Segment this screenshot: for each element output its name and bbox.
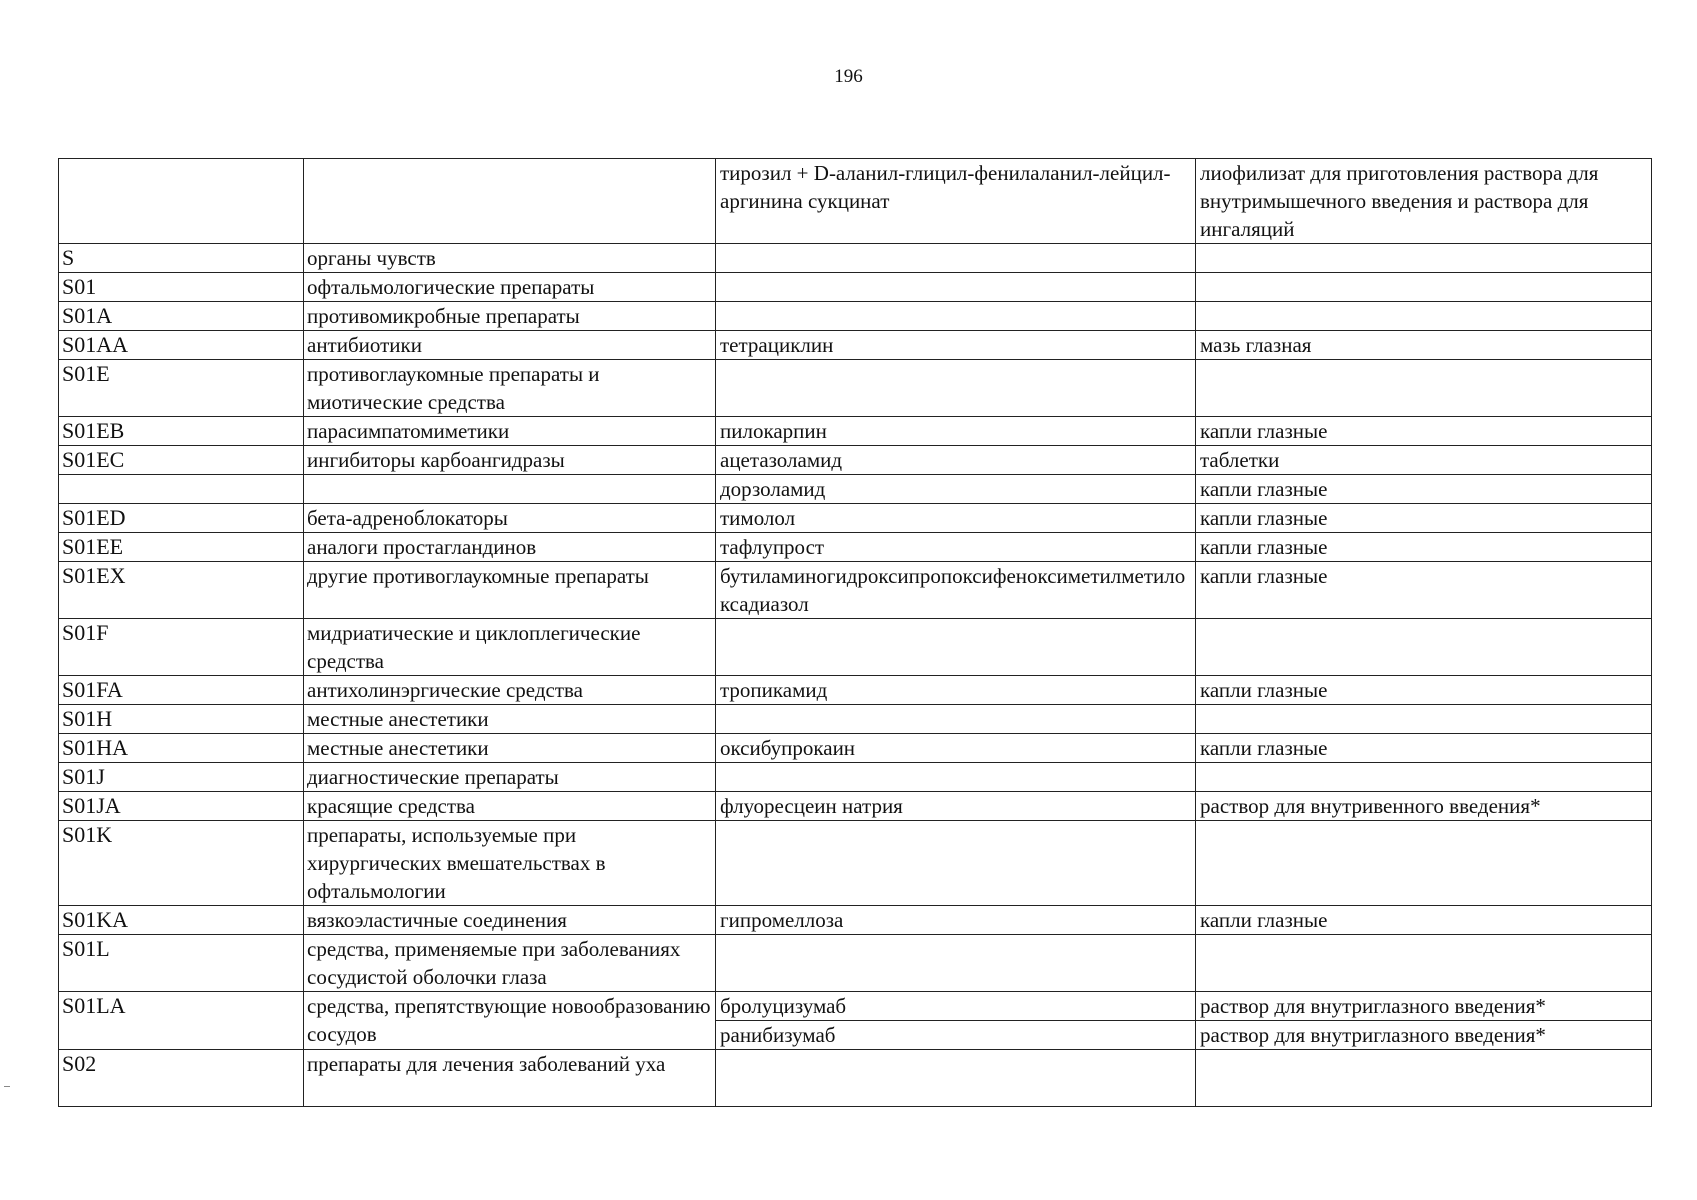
group-name-cell: мидриатические и циклоплегические средства [304, 619, 716, 676]
atc-code-cell: S01ED [59, 504, 304, 533]
table-row [59, 705, 1652, 734]
drug-name-cell: ацетазоламид [716, 446, 1196, 475]
drug-name-cell [716, 705, 1196, 734]
table-row [59, 360, 1652, 417]
drug-name-cell: флуоресцеин натрия [716, 792, 1196, 821]
group-name-cell: противомикробные препараты [304, 302, 716, 331]
group-name-cell: другие противоглаукомные препараты [304, 562, 716, 619]
atc-code-cell: S02 [59, 1050, 304, 1107]
table-row [59, 992, 1652, 1021]
group-name-cell: средства, препятствующие новообразованию сосудов [304, 992, 716, 1050]
drug-name-cell: оксибупрокаин [716, 734, 1196, 763]
atc-code-cell: S01L [59, 935, 304, 992]
dosage-form-cell [1196, 360, 1652, 417]
group-name-cell: местные анестетики [304, 705, 716, 734]
dosage-form-cell: раствор для внутриглазного введения* [1196, 1021, 1652, 1050]
drug-name-cell: тирозил + D-аланил-глицил-фенилаланил-лейцил-аргинина сукцинат [716, 159, 1196, 244]
dosage-form-cell [1196, 1050, 1652, 1107]
atc-code-cell: S01F [59, 619, 304, 676]
atc-code-cell: S01EX [59, 562, 304, 619]
group-name-cell: вязкоэластичные соединения [304, 906, 716, 935]
atc-code-cell: S01J [59, 763, 304, 792]
table-row [59, 273, 1652, 302]
table-body [59, 159, 1652, 1107]
dosage-form-cell [1196, 763, 1652, 792]
atc-code-cell: S01K [59, 821, 304, 906]
table-row [59, 906, 1652, 935]
table-row [59, 504, 1652, 533]
group-name-cell: офтальмологические препараты [304, 273, 716, 302]
drug-name-cell: тимолол [716, 504, 1196, 533]
atc-code-cell: S01 [59, 273, 304, 302]
drug-name-cell: бутиламиногидроксипропоксифеноксиметилметилоксадиазол [716, 562, 1196, 619]
dosage-form-cell [1196, 302, 1652, 331]
group-name-cell: органы чувств [304, 244, 716, 273]
drug-name-cell: тетрациклин [716, 331, 1196, 360]
dosage-form-cell [1196, 244, 1652, 273]
atc-code-cell: S01EC [59, 446, 304, 475]
drug-name-cell: ранибизумаб [716, 1021, 1196, 1050]
atc-code-cell: S01EE [59, 533, 304, 562]
atc-code-cell: S01A [59, 302, 304, 331]
drug-name-cell [716, 1050, 1196, 1107]
atc-code-cell: S01JA [59, 792, 304, 821]
drug-name-cell [716, 244, 1196, 273]
table-row [59, 763, 1652, 792]
drug-name-cell: тафлупрост [716, 533, 1196, 562]
dosage-form-cell [1196, 935, 1652, 992]
drug-name-cell: пилокарпин [716, 417, 1196, 446]
drug-name-cell [716, 821, 1196, 906]
group-name-cell: препараты для лечения заболеваний уха [304, 1050, 716, 1107]
dosage-form-cell: капли глазные [1196, 906, 1652, 935]
drug-name-cell [716, 619, 1196, 676]
dosage-form-cell: капли глазные [1196, 504, 1652, 533]
atc-code-cell [59, 159, 304, 244]
dosage-form-cell: раствор для внутривенного введения* [1196, 792, 1652, 821]
atc-code-cell: S01FA [59, 676, 304, 705]
drug-classification-table [58, 158, 1652, 1107]
dosage-form-cell: капли глазные [1196, 475, 1652, 504]
table-row [59, 1050, 1652, 1107]
table-row [59, 821, 1652, 906]
group-name-cell: аналоги простагландинов [304, 533, 716, 562]
dosage-form-cell [1196, 705, 1652, 734]
group-name-cell: красящие средства [304, 792, 716, 821]
drug-name-cell [716, 273, 1196, 302]
atc-code-cell: S01LA [59, 992, 304, 1050]
table-row [59, 417, 1652, 446]
atc-code-cell: S [59, 244, 304, 273]
table-row [59, 676, 1652, 705]
dosage-form-cell: таблетки [1196, 446, 1652, 475]
table-row [59, 475, 1652, 504]
table-row [59, 446, 1652, 475]
dosage-form-cell: капли глазные [1196, 562, 1652, 619]
atc-code-cell [59, 475, 304, 504]
dosage-form-cell: раствор для внутриглазного введения* [1196, 992, 1652, 1021]
dosage-form-cell: капли глазные [1196, 734, 1652, 763]
table-row [59, 734, 1652, 763]
group-name-cell: диагностические препараты [304, 763, 716, 792]
group-name-cell [304, 159, 716, 244]
table-row [59, 533, 1652, 562]
dosage-form-cell: мазь глазная [1196, 331, 1652, 360]
margin-mark [4, 1086, 10, 1087]
drug-name-cell: гипромеллоза [716, 906, 1196, 935]
atc-code-cell: S01KA [59, 906, 304, 935]
drug-name-cell: дорзоламид [716, 475, 1196, 504]
table-row [59, 159, 1652, 244]
drug-name-cell [716, 935, 1196, 992]
atc-code-cell: S01HA [59, 734, 304, 763]
table-row [59, 935, 1652, 992]
atc-code-cell: S01H [59, 705, 304, 734]
atc-code-cell: S01EB [59, 417, 304, 446]
drug-name-cell: бролуцизумаб [716, 992, 1196, 1021]
group-name-cell: парасимпатомиметики [304, 417, 716, 446]
dosage-form-cell: лиофилизат для приготовления раствора для внутримышечного введения и раствора для ингаляций [1196, 159, 1652, 244]
drug-name-cell: тропикамид [716, 676, 1196, 705]
group-name-cell: ингибиторы карбоангидразы [304, 446, 716, 475]
drug-name-cell [716, 763, 1196, 792]
group-name-cell: антибиотики [304, 331, 716, 360]
table-row [59, 792, 1652, 821]
dosage-form-cell [1196, 821, 1652, 906]
table-row [59, 331, 1652, 360]
page-number: 196 [834, 66, 863, 87]
group-name-cell [304, 475, 716, 504]
group-name-cell: местные анестетики [304, 734, 716, 763]
atc-code-cell: S01E [59, 360, 304, 417]
group-name-cell: препараты, используемые при хирургических вмешательствах в офтальмологии [304, 821, 716, 906]
group-name-cell: бета-адреноблокаторы [304, 504, 716, 533]
atc-code-cell: S01AA [59, 331, 304, 360]
dosage-form-cell: капли глазные [1196, 533, 1652, 562]
drug-name-cell [716, 302, 1196, 331]
group-name-cell: средства, применяемые при заболеваниях сосудистой оболочки глаза [304, 935, 716, 992]
dosage-form-cell: капли глазные [1196, 676, 1652, 705]
table-row [59, 244, 1652, 273]
dosage-form-cell: капли глазные [1196, 417, 1652, 446]
table-row [59, 619, 1652, 676]
dosage-form-cell [1196, 273, 1652, 302]
table-row [59, 302, 1652, 331]
dosage-form-cell [1196, 619, 1652, 676]
table-row [59, 562, 1652, 619]
group-name-cell: противоглаукомные препараты и миотические средства [304, 360, 716, 417]
group-name-cell: антихолинэргические средства [304, 676, 716, 705]
drug-name-cell [716, 360, 1196, 417]
